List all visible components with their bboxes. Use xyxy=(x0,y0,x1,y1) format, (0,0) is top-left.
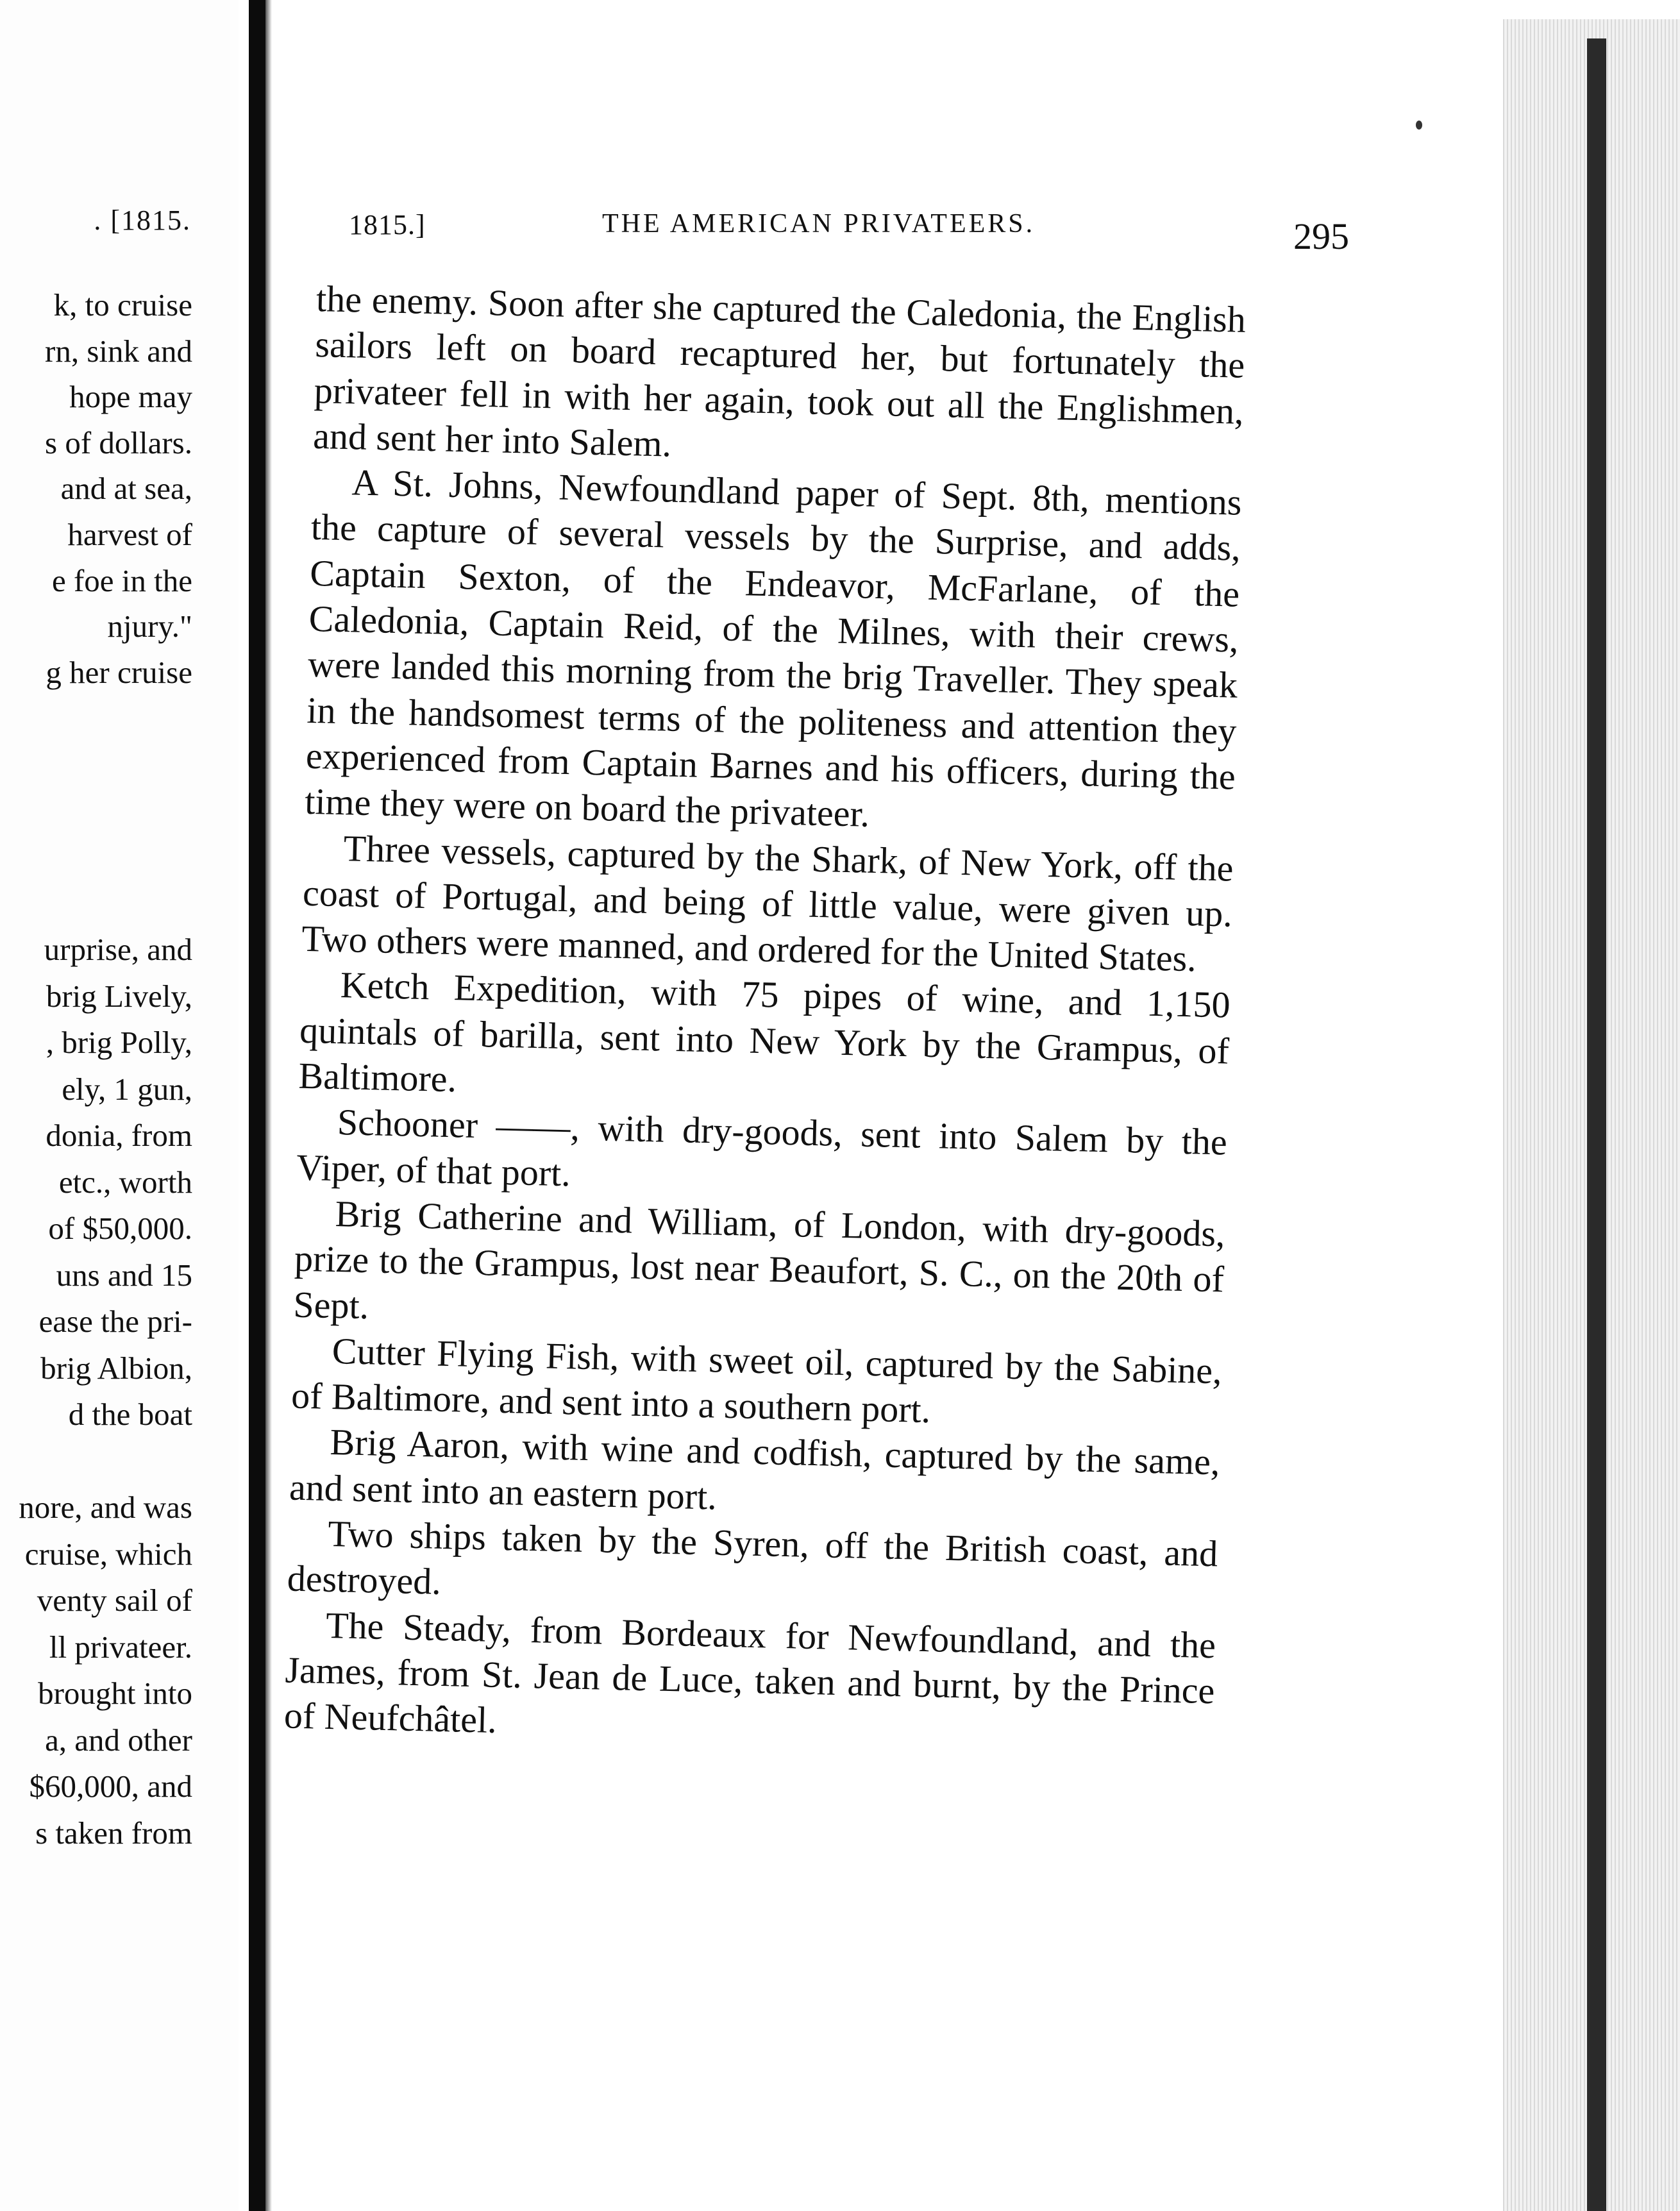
paragraph: the enemy. Soon after she captured the Caledonia, the English sailors left on board recaptured her, but fortunately the privateer fell in with her again, took out all the Englishmen, and sent her into Salem. xyxy=(312,277,1247,465)
left-line: s taken from xyxy=(35,1815,192,1851)
ink-speck xyxy=(1416,121,1422,130)
running-head-year: 1815.] xyxy=(349,209,426,240)
left-line: e foe in the xyxy=(51,562,192,598)
left-line: ease the pri- xyxy=(38,1304,192,1339)
left-line: d the boat xyxy=(68,1397,192,1432)
paragraph: Ketch Expedition, with 75 pipes of wine, and 1,150 quintals of barilla, sent into New York by the Grampus, of Baltimore. xyxy=(298,964,1231,1100)
paragraph: Brig Aaron, with wine and codfish, captured by the same, and sent into an eastern port. xyxy=(289,1421,1221,1518)
left-line: brig Lively, xyxy=(46,978,192,1014)
left-line: urprise, and xyxy=(44,932,192,967)
left-line: of $50,000. xyxy=(48,1211,192,1246)
gutter-shadow xyxy=(265,0,272,2211)
page-number: 295 xyxy=(1293,215,1349,257)
left-page-header: . [1815. xyxy=(94,205,191,236)
left-page-lower-lines xyxy=(0,927,192,1856)
paragraph: A St. Johns, Newfoundland paper of Sept. 8th, mentions the capture of several vessels by the Surprise, and adds, Captain Sexton, of the Endeavor, McFarlane, of the Caledonia, Captain Reid, of the Milnes, with their crews, were landed this morning from the brig Traveller. They speak in the handsomest terms of the politeness and attention they experienced from Captain Barnes and his officers, during the time they were on board the privateer. xyxy=(304,461,1243,836)
left-line: g her cruise xyxy=(46,654,192,690)
paragraph: Two ships taken by the Syren, off the British coast, and destroyed. xyxy=(287,1512,1218,1603)
left-line: nore, and was xyxy=(19,1490,192,1525)
left-line: donia, from xyxy=(46,1118,192,1153)
left-line: ll privateer. xyxy=(49,1629,192,1665)
right-page xyxy=(272,0,1503,2211)
left-line: etc., worth xyxy=(58,1164,192,1200)
left-line: cruise, which xyxy=(24,1536,192,1572)
book-gutter xyxy=(249,0,265,2211)
paragraph: Schooner ——, with dry-goods, sent into Salem by the Viper, of that port. xyxy=(296,1101,1228,1194)
left-line: , brig Polly, xyxy=(46,1025,192,1060)
left-line: brought into xyxy=(38,1676,192,1711)
left-line: k, to cruise xyxy=(53,287,192,323)
fore-edge-shadow xyxy=(1587,38,1606,2211)
left-line: harvest of xyxy=(67,516,192,552)
left-line: njury." xyxy=(107,609,192,644)
left-line: a, and other xyxy=(45,1722,192,1758)
left-line: and at sea, xyxy=(60,471,192,507)
left-line: venty sail of xyxy=(37,1583,192,1618)
left-line: $60,000, and xyxy=(29,1769,192,1804)
left-facing-page xyxy=(0,0,239,2211)
paragraph: Cutter Flying Fish, with sweet oil, captured by the Sabine, of Baltimore, and sent into a southern port. xyxy=(290,1329,1223,1431)
paragraph: Brig Catherine and William, of London, with dry-goods, prize to the Grampus, lost near Beaufort, S. C., on the 20th of Sept. xyxy=(292,1192,1226,1327)
left-line: s of dollars. xyxy=(45,425,192,460)
paragraph: Three vessels, captured by the Shark, of New York, off the coast of Portugal, and being of little value, were given up. Two others were manned, and ordered for the United States. xyxy=(301,827,1234,980)
paragraph: The Steady, from Bordeaux for Newfoundland, and the James, from St. Jean de Luce, taken and burnt, by the Prince of Neufchâtel. xyxy=(283,1604,1216,1742)
left-line: hope may xyxy=(69,379,192,415)
left-line: brig Albion, xyxy=(40,1350,192,1386)
running-head-title: THE AMERICAN PRIVATEERS. xyxy=(602,209,1036,239)
left-line: rn, sink and xyxy=(45,333,192,369)
left-line xyxy=(0,1438,192,1485)
running-head xyxy=(349,208,1349,257)
left-line: uns and 15 xyxy=(56,1257,192,1293)
left-line: ely, 1 gun, xyxy=(62,1071,192,1107)
body-text xyxy=(283,276,1246,1760)
left-page-upper-lines xyxy=(0,282,192,695)
